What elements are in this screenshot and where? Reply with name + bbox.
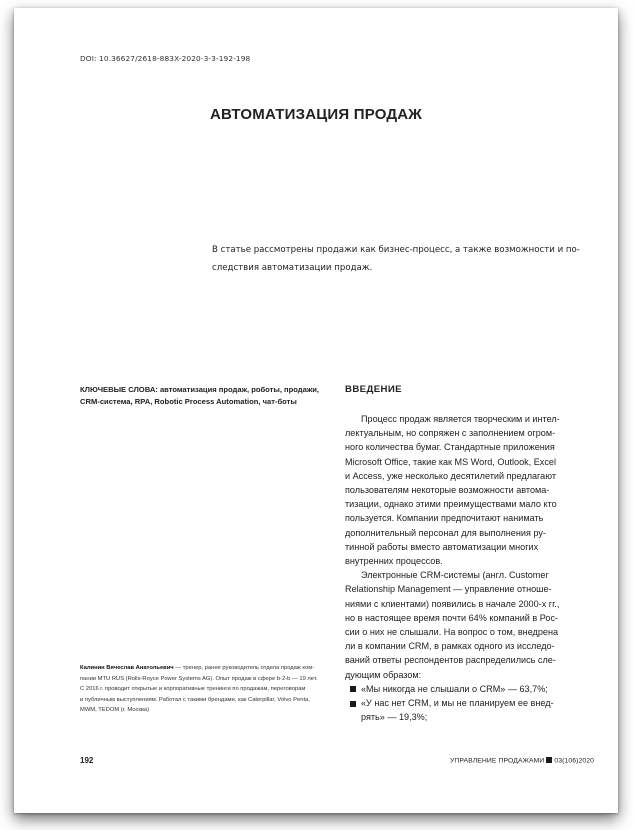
body-line: внутренних процессов.: [345, 556, 443, 567]
author-line: MWM, TEDOM (г. Москва): [80, 707, 150, 714]
abstract: [212, 241, 592, 277]
author-line: С 2016 г. проводит открытые и корпоративные тренинги по продажам, переговорам: [80, 686, 306, 693]
author-line: пании MTU RUS (Rolls-Royce Power Systems AG). Опыт продаж в сфере b-2-b — 19 лет.: [80, 675, 318, 682]
author-info: [80, 663, 336, 716]
body-line: ли в компании CRM, в рамках одного из исследо-: [345, 641, 555, 652]
doi-line: DOI: 10.36627/2618-883X-2020-3-3-192-198: [80, 54, 251, 63]
body-line: Relationship Management — управление отноше-: [345, 584, 552, 595]
keywords: [80, 384, 332, 407]
author-line: [80, 663, 336, 674]
page-number: 192: [80, 756, 94, 765]
body-line: дополнительный персонал для выполнения ру-: [345, 527, 546, 538]
keywords-line: CRM-система, RPA, Robotic Process Automation, чат-боты: [80, 396, 297, 406]
body-paragraph: [345, 568, 597, 682]
body-column: [345, 412, 597, 724]
square-bullet-icon: [350, 701, 356, 707]
author-text: — тренер, ранее руководитель отдела продаж ком-: [173, 665, 315, 671]
journal-name: УПРАВЛЕНИЕ ПРОДАЖАМИ: [449, 757, 545, 765]
body-paragraph: [345, 412, 597, 568]
keywords-line: КЛЮЧЕВЫЕ СЛОВА: автоматизация продаж, роботы, продажи,: [80, 385, 320, 394]
square-separator-icon: [546, 757, 552, 763]
section-heading-introduction: ВВЕДЕНИЕ: [345, 384, 402, 395]
journal-issue: 03(106)2020: [554, 757, 594, 765]
abstract-line: В статье рассмотрены продажи как бизнес-процесс, а также возможности и по-: [212, 245, 580, 255]
list-item-text: «У нас нет CRM, и мы не планируем ее внед-: [361, 698, 554, 709]
square-bullet-icon: [350, 686, 356, 692]
body-line: тизации, однако этими преимуществами мало кто: [345, 499, 557, 510]
article-title: АВТОМАТИЗАЦИЯ ПРОДАЖ: [209, 106, 423, 123]
survey-results-list: [345, 682, 597, 725]
body-line: дующим образом:: [345, 669, 422, 680]
body-line: тинной работы вместо автоматизации многих: [345, 541, 539, 552]
body-line: и Access, уже несколько десятилетий предлагают: [345, 470, 557, 481]
body-line: но в настоящее время почти 64% компаний в Рос-: [345, 612, 559, 623]
body-line: Электронные CRM-системы (англ. Customer: [361, 570, 549, 581]
abstract-line: следствия автоматизации продаж.: [212, 263, 373, 273]
body-line: лектуальным, но сопряжен с заполнением огром-: [345, 428, 556, 439]
author-name: Калинин Вячеслав Анатольевич: [80, 665, 174, 671]
list-item: [345, 682, 597, 696]
list-item-text: «Мы никогда не слышали о CRM» — 63,7%;: [361, 683, 548, 694]
body-line: ниями с клиентами) появились в начале 2000-х гг.,: [345, 598, 560, 609]
list-item-text: рять» — 19,3%;: [361, 712, 428, 723]
body-line: пользователям некоторые возможности автома-: [345, 485, 550, 496]
list-item: [345, 696, 597, 724]
body-line: ного количества бумаг. Стандартные приложения: [345, 442, 555, 453]
body-line: пользуется. Компании предпочитают нанимать: [345, 513, 544, 524]
author-line: и публичным выступлениям. Работал с такими брендами, как Caterpillar, Volvo Penta,: [80, 696, 310, 703]
body-line: ваний ответы респондентов распределились сле-: [345, 655, 556, 666]
body-line: Процесс продаж является творческим и интел-: [361, 414, 560, 424]
journal-footer: [450, 757, 594, 765]
body-line: Microsoft Office, такие как MS Word, Outlook, Excel: [345, 456, 556, 467]
journal-page: [14, 8, 618, 813]
body-line: сии о них не слышали. На вопрос о том, внедрена: [345, 627, 559, 638]
